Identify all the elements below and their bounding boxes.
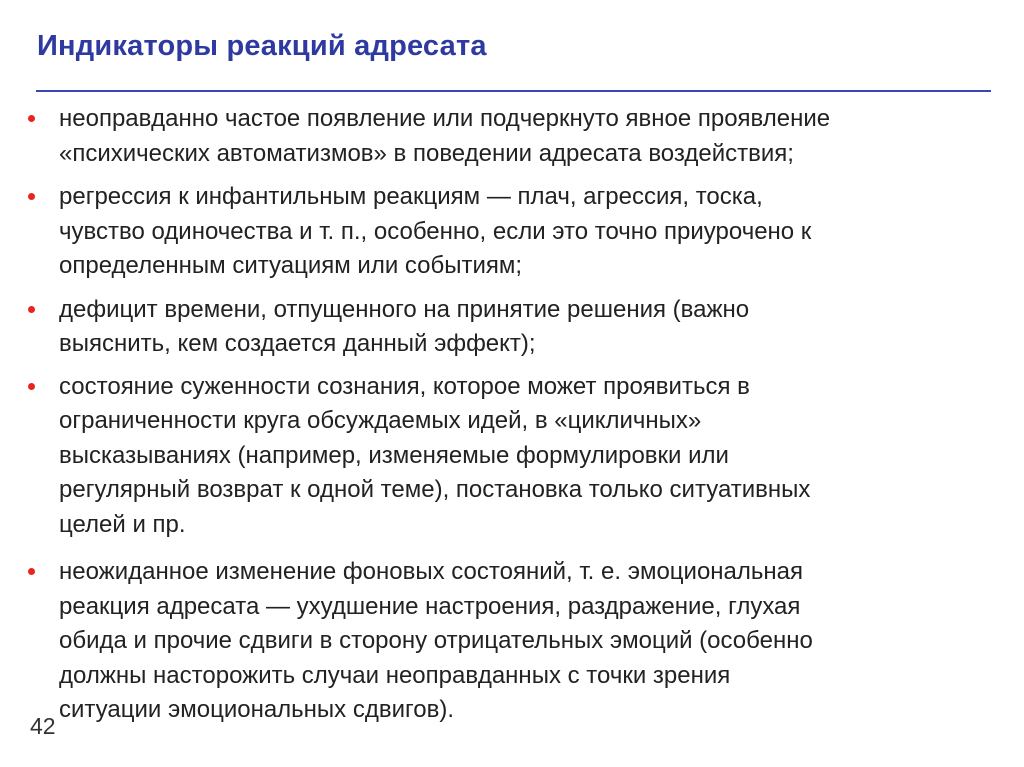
bullet-line: регулярный возврат к одной теме), постановка только ситуативных (59, 476, 811, 503)
bullet-item (28, 102, 978, 171)
bullet-item (28, 293, 978, 362)
bullet-line: дефицит времени, отпущенного на принятие решения (важно (59, 295, 750, 323)
bullet-line: ситуации эмоциональных сдвигов). (59, 696, 454, 723)
slide-title: Индикаторы реакций адресата (37, 30, 487, 62)
bullet-list (28, 102, 978, 737)
title-divider (36, 90, 991, 92)
bullet-line: неожиданное изменение фоновых состояний, т. е. эмоциональная (59, 558, 803, 585)
bullet-item (28, 370, 978, 543)
bullet-dot-icon (28, 568, 35, 575)
bullet-line: реакция адресата — ухудшение настроения, раздражение, глухая (59, 592, 801, 620)
bullet-line: ограниченности круга обсуждаемых идей, в «цикличных» (59, 407, 702, 434)
bullet-line: выяснить, кем создается данный эффект); (59, 330, 536, 357)
bullet-dot-icon (28, 193, 35, 200)
bullet-line: определенным ситуациям или событиям; (59, 252, 523, 279)
bullet-line: неоправданно частое появление или подчеркнуто явное проявление (59, 105, 831, 132)
page-number: 42 (30, 713, 56, 739)
bullet-dot-icon (28, 383, 35, 390)
bullet-item (28, 180, 978, 284)
bullet-item (28, 555, 978, 728)
bullet-dot-icon (28, 115, 35, 122)
bullet-line: обида и прочие сдвиги в сторону отрицательных эмоций (особенно (59, 627, 813, 654)
bullet-line: целей и пр. (59, 510, 186, 538)
bullet-line: состояние суженности сознания, которое может проявиться в (59, 372, 750, 400)
bullet-line: высказываниях (например, изменяемые формулировки или (59, 441, 729, 469)
bullet-line: регрессия к инфантильным реакциям — плач, агрессия, тоска, (59, 183, 763, 210)
bullet-line: должны насторожить случаи неоправданных с точки зрения (59, 661, 731, 689)
bullet-dot-icon (28, 306, 35, 313)
bullet-line: чувство одиночества и т. п., особенно, если это точно приурочено к (59, 217, 812, 245)
bullet-line: «психических автоматизмов» в поведении адресата воздействия; (59, 139, 794, 167)
